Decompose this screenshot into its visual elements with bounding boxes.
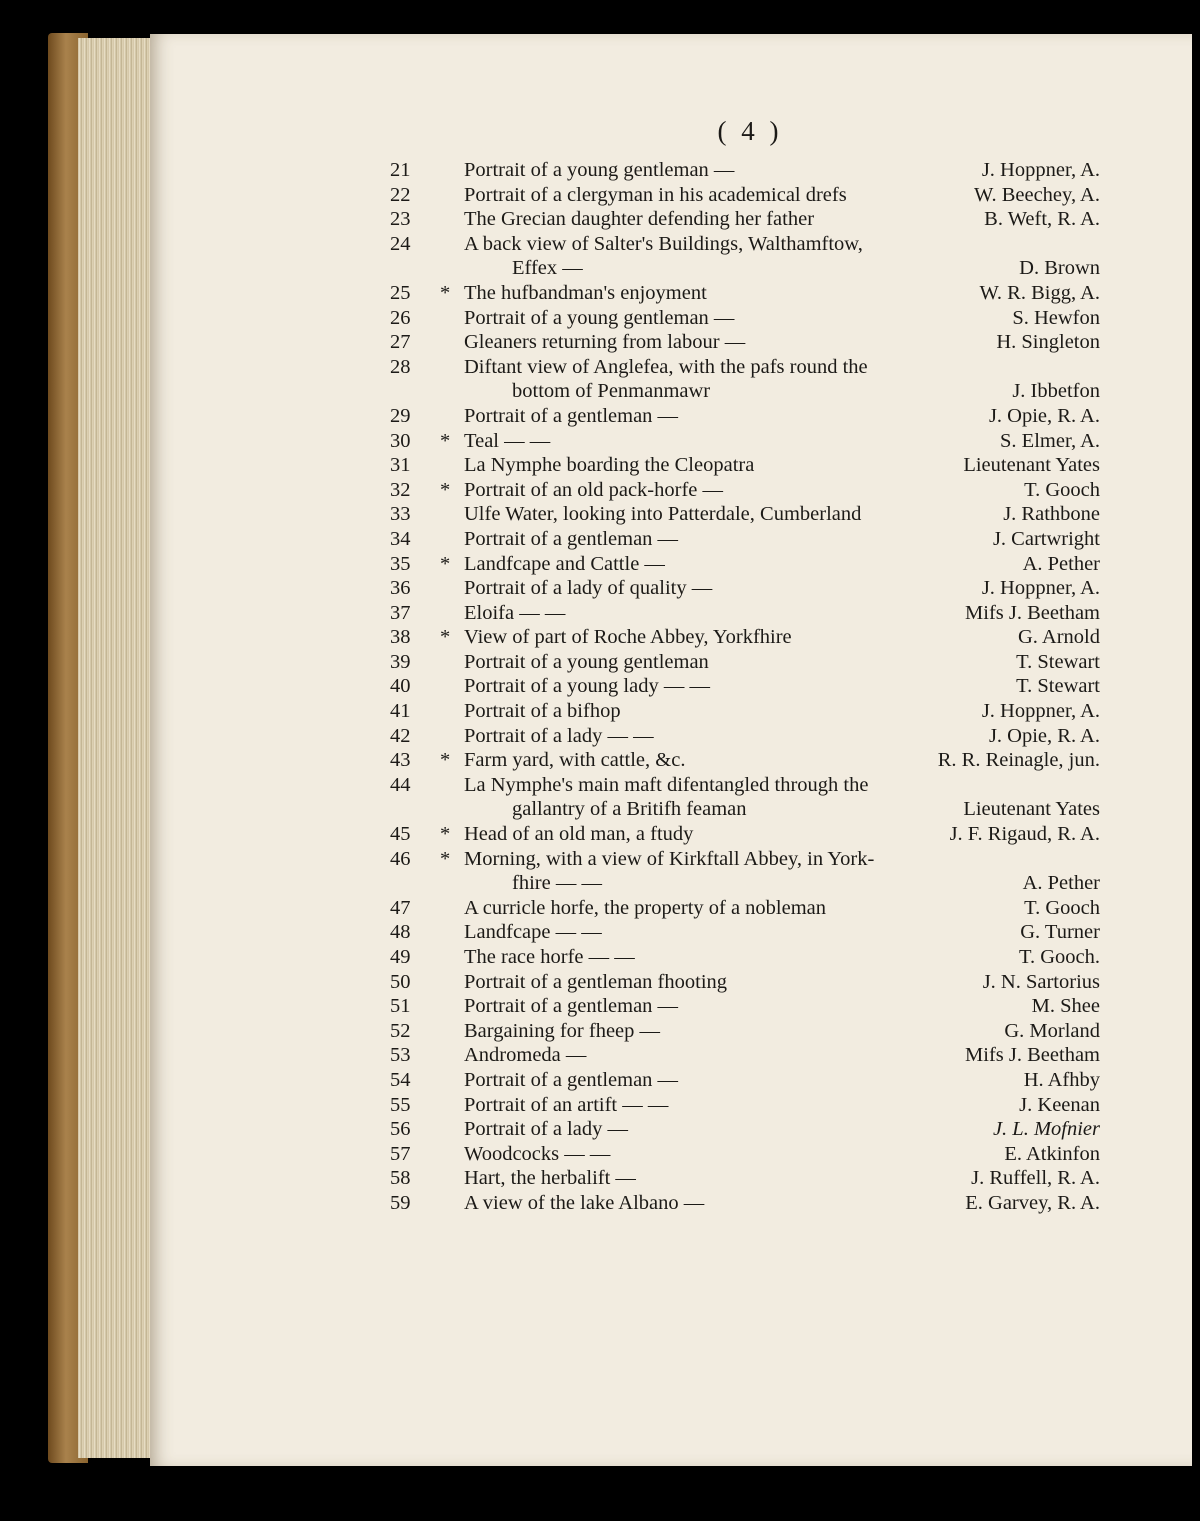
entry-artist: J. Hoppner, A. xyxy=(981,700,1100,723)
entry-line xyxy=(390,674,1100,699)
catalogue-entries xyxy=(390,158,1100,1216)
catalogue-entry xyxy=(390,920,1100,945)
entry-line xyxy=(390,650,1100,675)
entry-title: The hufbandman's enjoyment xyxy=(464,281,707,304)
entry-artist: A. Pether xyxy=(1022,872,1100,895)
catalogue-entry xyxy=(390,552,1100,577)
entry-line xyxy=(390,945,1100,970)
catalogue-entry xyxy=(390,994,1100,1019)
new-work-asterisk: * xyxy=(440,626,451,649)
entry-line xyxy=(390,183,1100,208)
entry-number: 25 xyxy=(390,281,411,304)
entry-number: 29 xyxy=(390,404,411,427)
catalogue-entry xyxy=(390,945,1100,970)
catalogue-entry xyxy=(390,699,1100,724)
entry-artist: J. Ibbetfon xyxy=(1012,380,1100,403)
entry-artist: E. Garvey, R. A. xyxy=(965,1191,1100,1214)
entry-number: 47 xyxy=(390,896,411,919)
entry-artist: J. Opie, R. A. xyxy=(988,404,1100,427)
entry-number: 28 xyxy=(390,355,411,378)
entry-number: 39 xyxy=(390,650,411,673)
entry-number: 54 xyxy=(390,1068,411,1091)
catalogue-entry xyxy=(390,429,1100,454)
entry-title: The race horfe — — xyxy=(464,946,635,968)
entry-artist: Lieutenant Yates xyxy=(963,798,1100,821)
entry-title: A view of the lake Albano — xyxy=(464,1191,705,1214)
catalogue-entry xyxy=(390,281,1100,306)
entry-artist: E. Atkinfon xyxy=(1004,1142,1100,1165)
entry-artist: M. Shee xyxy=(1031,995,1100,1018)
entry-number: 36 xyxy=(390,577,411,600)
entry-title: Morning, with a view of Kirkftall Abbey, in York- xyxy=(464,847,875,870)
catalogue-entry xyxy=(390,625,1100,650)
entry-artist: S. Hewfon xyxy=(1012,306,1100,329)
entry-line xyxy=(390,601,1100,626)
entry-line xyxy=(390,429,1100,454)
entry-line xyxy=(390,232,1100,257)
catalogue-entry xyxy=(390,1166,1100,1191)
entry-artist: H. Singleton xyxy=(996,331,1100,354)
entry-artist: G. Turner xyxy=(1020,921,1100,944)
entry-artist: G. Arnold xyxy=(1018,626,1100,649)
entry-line xyxy=(390,453,1100,478)
page-stack-edge xyxy=(78,38,158,1458)
entry-line xyxy=(390,1019,1100,1044)
entry-artist: W. R. Bigg, A. xyxy=(979,281,1100,304)
entry-number: 38 xyxy=(390,626,411,649)
entry-artist: Mifs J. Beetham xyxy=(965,1044,1100,1067)
entry-title: View of part of Roche Abbey, Yorkfhire xyxy=(464,626,792,649)
entry-title: La Nymphe boarding the Cleopatra xyxy=(464,454,755,477)
catalogue-entry xyxy=(390,1043,1100,1068)
entry-title: Portrait of a young gentleman — xyxy=(464,306,735,329)
new-work-asterisk: * xyxy=(440,749,451,772)
entry-number: 50 xyxy=(390,970,411,993)
entry-line xyxy=(390,355,1100,380)
catalogue-entry xyxy=(390,970,1100,995)
entry-line xyxy=(390,158,1100,183)
entry-artist: T. Gooch xyxy=(1024,896,1100,919)
entry-artist: J. Cartwright xyxy=(992,527,1100,550)
entry-number: 21 xyxy=(390,159,411,181)
entry-number: 46 xyxy=(390,847,411,870)
catalogue-entry xyxy=(390,330,1100,355)
entry-line xyxy=(390,970,1100,995)
entry-title: Gleaners returning from labour — xyxy=(464,331,746,354)
entry-number: 22 xyxy=(390,183,411,206)
entry-title: gallantry of a Britifh feaman xyxy=(512,798,747,821)
entry-line xyxy=(390,822,1100,847)
entry-line xyxy=(390,207,1100,232)
page-number: ( 4 ) xyxy=(717,116,783,146)
entry-title: Portrait of a lady — xyxy=(464,1118,628,1141)
catalogue-entry xyxy=(390,355,1100,404)
entry-line xyxy=(390,1191,1100,1216)
entry-line xyxy=(390,994,1100,1019)
entry-number: 44 xyxy=(390,773,411,796)
entry-title: A back view of Salter's Buildings, Walthamftow, xyxy=(464,232,863,255)
entry-title: Portrait of a bifhop xyxy=(464,700,621,723)
entry-line xyxy=(390,871,1100,896)
catalogue-entry xyxy=(390,724,1100,749)
catalogue-entry xyxy=(390,183,1100,208)
entry-artist: W. Beechey, A. xyxy=(973,183,1100,206)
entry-number: 45 xyxy=(390,823,411,846)
entry-line xyxy=(390,896,1100,921)
entry-line xyxy=(390,379,1100,404)
entry-artist: T. Stewart xyxy=(1016,650,1100,673)
entry-number: 42 xyxy=(390,724,411,747)
entry-title: Farm yard, with cattle, &c. xyxy=(464,749,686,772)
entry-line xyxy=(390,1117,1100,1142)
entry-line xyxy=(390,625,1100,650)
catalogue-entry xyxy=(390,650,1100,675)
entry-number: 49 xyxy=(390,946,411,968)
entry-line xyxy=(390,306,1100,331)
entry-artist: J. L. Mofnier xyxy=(992,1118,1100,1141)
catalogue-entry xyxy=(390,1117,1100,1142)
entry-title: Portrait of an old pack-horfe — xyxy=(464,478,724,501)
entry-number: 24 xyxy=(390,232,411,255)
entry-line xyxy=(390,1142,1100,1167)
entry-title: Portrait of a gentleman — xyxy=(464,527,679,550)
new-work-asterisk: * xyxy=(440,478,451,501)
entry-line xyxy=(390,478,1100,503)
entry-title: A curricle horfe, the property of a nobleman xyxy=(464,896,827,919)
entry-line xyxy=(390,699,1100,724)
entry-line xyxy=(390,330,1100,355)
new-work-asterisk: * xyxy=(440,429,451,452)
new-work-asterisk: * xyxy=(440,552,451,575)
entry-title: La Nymphe's main maft difentangled through the xyxy=(464,773,869,796)
entry-line xyxy=(390,797,1100,822)
entry-title: Portrait of a clergyman in his academical drefs xyxy=(464,183,847,206)
entry-artist: A. Pether xyxy=(1022,552,1100,575)
entry-number: 26 xyxy=(390,306,411,329)
new-work-asterisk: * xyxy=(440,281,451,304)
entry-artist: J. Ruffell, R. A. xyxy=(971,1167,1100,1190)
entry-line xyxy=(390,724,1100,749)
entry-line xyxy=(390,502,1100,527)
entry-title: Portrait of a gentleman — xyxy=(464,995,679,1018)
entry-number: 51 xyxy=(390,995,411,1018)
entry-artist: J. Hoppner, A. xyxy=(981,159,1100,181)
entry-number: 53 xyxy=(390,1044,411,1067)
entry-title: Portrait of a young lady — — xyxy=(464,675,710,698)
entry-line xyxy=(390,748,1100,773)
entry-artist: T. Gooch. xyxy=(1018,946,1100,968)
entry-number: 30 xyxy=(390,429,411,452)
entry-number: 59 xyxy=(390,1191,411,1214)
catalogue-entry xyxy=(390,502,1100,527)
entry-artist: J. F. Rigaud, R. A. xyxy=(949,823,1100,846)
new-work-asterisk: * xyxy=(440,847,451,870)
entry-line xyxy=(390,920,1100,945)
entry-title: Hart, the herbalift — xyxy=(464,1167,636,1190)
entry-line xyxy=(390,847,1100,872)
entry-number: 58 xyxy=(390,1167,411,1190)
entry-title: Portrait of a lady of quality — xyxy=(464,577,713,600)
entry-artist: T. Gooch xyxy=(1024,478,1100,501)
catalogue-entry xyxy=(390,674,1100,699)
entry-line xyxy=(390,1093,1100,1118)
entry-line xyxy=(390,1043,1100,1068)
entry-title: Diftant view of Anglefea, with the pafs round the xyxy=(464,355,868,378)
entry-artist: Mifs J. Beetham xyxy=(965,601,1100,624)
entry-number: 27 xyxy=(390,331,411,354)
entry-line xyxy=(390,552,1100,577)
entry-title: bottom of Penmanmawr xyxy=(512,380,711,403)
entry-artist: J. N. Sartorius xyxy=(982,970,1100,993)
entry-title: Teal — — xyxy=(464,429,551,452)
entry-title: Head of an old man, a ftudy xyxy=(464,823,694,846)
entry-title: Landfcape and Cattle — xyxy=(464,552,665,575)
entry-number: 32 xyxy=(390,478,411,501)
entry-number: 33 xyxy=(390,503,411,526)
catalogue-entry xyxy=(390,1019,1100,1044)
catalogue-entry xyxy=(390,478,1100,503)
entry-line xyxy=(390,256,1100,281)
catalogue-entry xyxy=(390,158,1100,183)
entry-number: 41 xyxy=(390,700,411,723)
entry-line xyxy=(390,773,1100,798)
entry-number: 23 xyxy=(390,208,411,231)
entry-artist: H. Afhby xyxy=(1023,1068,1100,1091)
entry-number: 55 xyxy=(390,1093,411,1116)
entry-title: Andromeda — xyxy=(464,1044,587,1067)
entry-artist: J. Hoppner, A. xyxy=(981,577,1100,600)
catalogue-entry xyxy=(390,822,1100,847)
catalogue-entry xyxy=(390,576,1100,601)
entry-title: Portrait of a young gentleman — xyxy=(464,159,735,181)
entry-artist: S. Elmer, A. xyxy=(1000,429,1100,452)
entry-line xyxy=(390,1068,1100,1093)
entry-artist: Lieutenant Yates xyxy=(963,454,1100,477)
entry-number: 43 xyxy=(390,749,411,772)
entry-title: Portrait of a lady — — xyxy=(464,724,654,747)
entry-title: Bargaining for fheep — xyxy=(464,1019,661,1042)
entry-number: 56 xyxy=(390,1118,411,1141)
entry-artist: T. Stewart xyxy=(1016,675,1100,698)
catalogue-entry xyxy=(390,748,1100,773)
entry-number: 57 xyxy=(390,1142,411,1165)
entry-title: Eloifa — — xyxy=(464,601,566,624)
catalogue-entry xyxy=(390,453,1100,478)
entry-title: The Grecian daughter defending her father xyxy=(464,208,815,231)
entry-title: Woodcocks — — xyxy=(464,1142,611,1165)
catalogue-entry xyxy=(390,896,1100,921)
catalogue-entry xyxy=(390,306,1100,331)
catalogue-entry xyxy=(390,527,1100,552)
catalogue-entry xyxy=(390,601,1100,626)
catalogue-entry xyxy=(390,1142,1100,1167)
entry-artist: J. Opie, R. A. xyxy=(988,724,1100,747)
entry-title: Portrait of a young gentleman xyxy=(464,650,709,673)
entry-number: 48 xyxy=(390,921,411,944)
entry-artist: J. Rathbone xyxy=(1003,503,1100,526)
entry-number: 34 xyxy=(390,527,411,550)
entry-artist: R. R. Reinagle, jun. xyxy=(937,749,1100,772)
entry-artist: J. Keenan xyxy=(1019,1093,1100,1116)
entry-artist: D. Brown xyxy=(1019,257,1100,280)
entry-artist: B. Weft, R. A. xyxy=(984,208,1100,231)
entry-number: 40 xyxy=(390,675,411,698)
entry-line xyxy=(390,404,1100,429)
entry-number: 37 xyxy=(390,601,411,624)
entry-title: fhire — — xyxy=(512,872,602,895)
catalogue-entry xyxy=(390,404,1100,429)
entry-title: Portrait of a gentleman — xyxy=(464,404,679,427)
entry-title: Effex — xyxy=(512,257,583,280)
entry-line xyxy=(390,527,1100,552)
catalogue-entry xyxy=(390,1191,1100,1216)
catalogue-entry xyxy=(390,773,1100,822)
catalogue-entry xyxy=(390,207,1100,232)
catalogue-entry xyxy=(390,232,1100,281)
entry-artist: G. Morland xyxy=(1004,1019,1100,1042)
entry-title: Portrait of an artift — — xyxy=(464,1093,669,1116)
catalogue-entry xyxy=(390,847,1100,896)
new-work-asterisk: * xyxy=(440,823,451,846)
entry-title: Landfcape — — xyxy=(464,921,602,944)
entry-title: Portrait of a gentleman fhooting xyxy=(464,970,728,993)
entry-title: Ulfe Water, looking into Patterdale, Cumberland xyxy=(464,503,862,526)
entry-number: 31 xyxy=(390,454,411,477)
entry-line xyxy=(390,576,1100,601)
catalogue-entry xyxy=(390,1093,1100,1118)
entry-line xyxy=(390,1166,1100,1191)
catalogue-entry xyxy=(390,1068,1100,1093)
entry-line xyxy=(390,281,1100,306)
entry-number: 35 xyxy=(390,552,411,575)
entry-number: 52 xyxy=(390,1019,411,1042)
entry-title: Portrait of a gentleman — xyxy=(464,1068,679,1091)
